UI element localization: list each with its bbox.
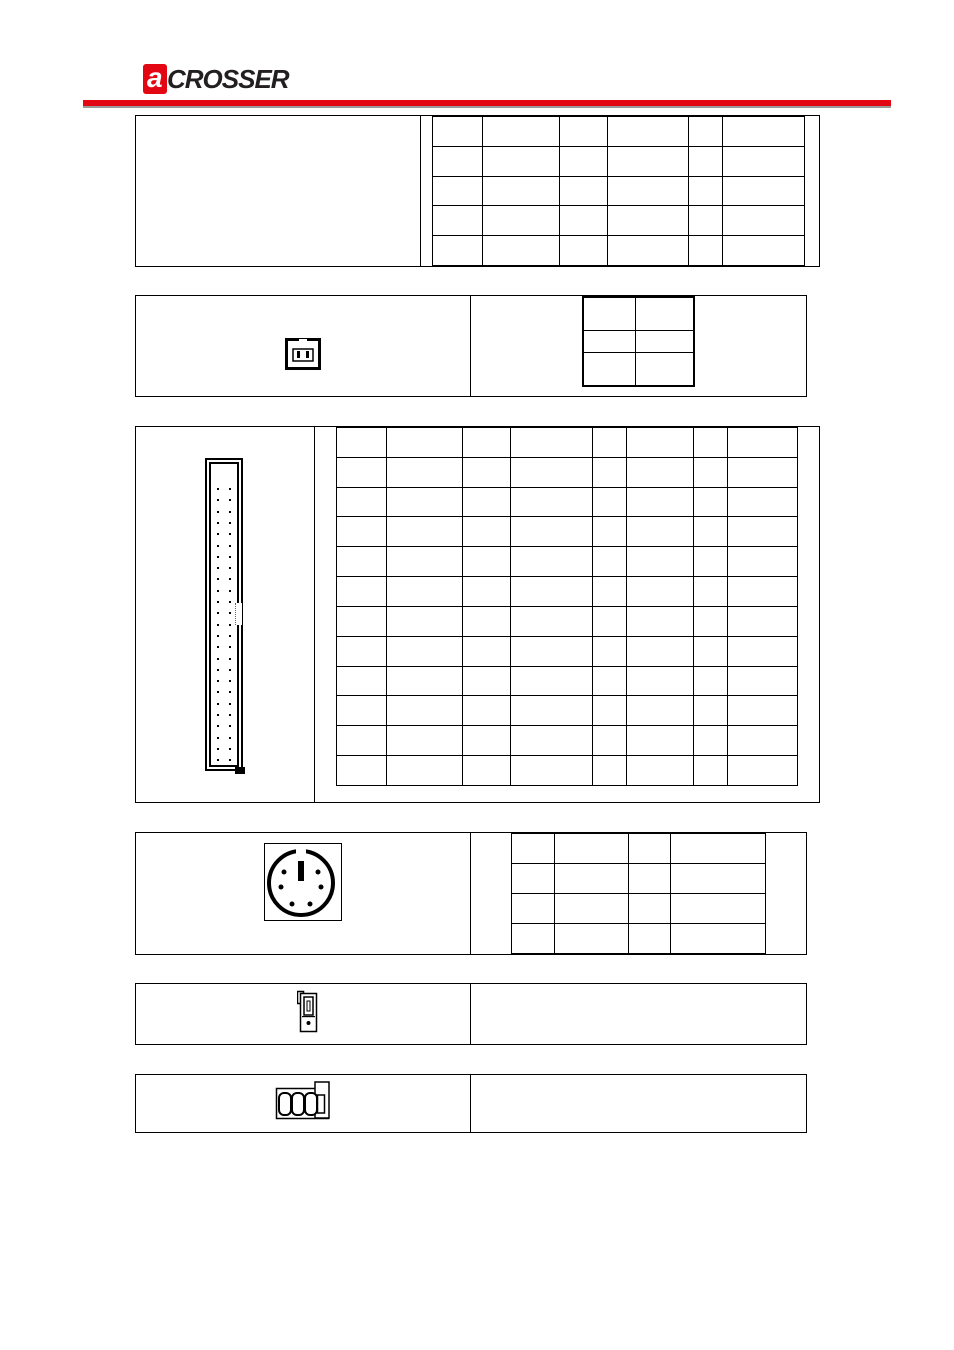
idc-pin bbox=[229, 646, 231, 648]
idc-pin bbox=[217, 737, 219, 739]
idc-pin bbox=[229, 658, 231, 660]
table-row bbox=[337, 606, 798, 636]
logo-initial: a bbox=[147, 62, 163, 93]
idc-pin bbox=[217, 624, 219, 626]
table-row bbox=[583, 297, 694, 330]
idc-pin bbox=[229, 635, 231, 637]
idc-pin bbox=[229, 737, 231, 739]
table-row bbox=[337, 666, 798, 696]
section-1-divider bbox=[420, 115, 421, 267]
section-6-divider bbox=[470, 1074, 471, 1133]
idc-pin bbox=[217, 556, 219, 558]
section-4-table bbox=[511, 833, 766, 954]
idc-pin bbox=[217, 511, 219, 513]
idc-pin bbox=[229, 601, 231, 603]
section-3-divider bbox=[314, 426, 315, 803]
table-row bbox=[337, 547, 798, 577]
ps2-din-connector-icon bbox=[264, 843, 342, 921]
section-6-box bbox=[135, 1074, 807, 1133]
table-row bbox=[337, 577, 798, 607]
idc-pin bbox=[217, 612, 219, 614]
idc-pin bbox=[229, 703, 231, 705]
idc-pin bbox=[229, 669, 231, 671]
idc-header-connector-icon bbox=[205, 458, 245, 774]
idc-pin bbox=[217, 578, 219, 580]
table-row bbox=[512, 834, 766, 864]
idc-pin bbox=[217, 522, 219, 524]
idc-pin bbox=[229, 612, 231, 614]
idc-pin bbox=[217, 646, 219, 648]
table-row bbox=[433, 146, 805, 176]
jumper-3pin-icon bbox=[275, 1081, 331, 1121]
table-row bbox=[337, 756, 798, 786]
table-row bbox=[337, 487, 798, 517]
idc-pin bbox=[229, 578, 231, 580]
table-row bbox=[433, 176, 805, 206]
idc-pin bbox=[229, 691, 231, 693]
idc-pin bbox=[229, 748, 231, 750]
idc-pin bbox=[229, 680, 231, 682]
two-pin-connector-icon bbox=[285, 338, 321, 370]
idc-pin bbox=[229, 556, 231, 558]
idc-pin bbox=[229, 522, 231, 524]
section-3-table bbox=[336, 427, 798, 786]
table-row bbox=[433, 117, 805, 147]
section-2-table bbox=[582, 296, 695, 387]
logo-mark bbox=[143, 64, 167, 94]
idc-pin bbox=[217, 725, 219, 727]
idc-pin bbox=[217, 748, 219, 750]
logo-text: CROSSER bbox=[167, 64, 289, 94]
header-grey-rule bbox=[83, 106, 891, 108]
jumper-2pin-icon bbox=[297, 990, 321, 1034]
idc-pin bbox=[217, 499, 219, 501]
idc-pin bbox=[217, 680, 219, 682]
section-5-box bbox=[135, 983, 807, 1045]
idc-pin bbox=[229, 533, 231, 535]
table-row bbox=[433, 206, 805, 236]
section-4-divider bbox=[470, 832, 471, 955]
idc-pin bbox=[217, 488, 219, 490]
table-row bbox=[583, 330, 694, 352]
table-row bbox=[433, 236, 805, 266]
table-row bbox=[583, 353, 694, 386]
idc-pin bbox=[229, 624, 231, 626]
section-5-divider bbox=[470, 983, 471, 1045]
idc-pin bbox=[229, 511, 231, 513]
table-row bbox=[512, 894, 766, 924]
idc-pin-field bbox=[205, 458, 245, 774]
idc-pin bbox=[217, 533, 219, 535]
idc-pin bbox=[217, 635, 219, 637]
idc-pin bbox=[217, 545, 219, 547]
table-row bbox=[337, 636, 798, 666]
idc-pin bbox=[217, 567, 219, 569]
section-2-box bbox=[135, 295, 807, 397]
idc-pin bbox=[217, 759, 219, 761]
table-row bbox=[512, 924, 766, 954]
acrosser-logo bbox=[143, 62, 313, 98]
section-2-divider bbox=[470, 295, 471, 397]
idc-pin bbox=[217, 714, 219, 716]
section-1-table bbox=[432, 116, 805, 266]
table-row bbox=[337, 457, 798, 487]
idc-pin bbox=[229, 759, 231, 761]
idc-pin bbox=[217, 601, 219, 603]
table-row bbox=[337, 726, 798, 756]
idc-pin bbox=[217, 590, 219, 592]
idc-pin bbox=[229, 499, 231, 501]
idc-pin bbox=[217, 669, 219, 671]
idc-pin bbox=[229, 590, 231, 592]
idc-pin bbox=[217, 691, 219, 693]
idc-pin bbox=[229, 567, 231, 569]
table-row bbox=[337, 517, 798, 547]
idc-pin bbox=[229, 725, 231, 727]
idc-pin bbox=[217, 658, 219, 660]
idc-pin bbox=[229, 714, 231, 716]
idc-pin bbox=[229, 545, 231, 547]
idc-pin bbox=[229, 488, 231, 490]
table-row bbox=[337, 696, 798, 726]
table-row bbox=[512, 864, 766, 894]
table-row bbox=[337, 428, 798, 458]
idc-pin bbox=[217, 703, 219, 705]
